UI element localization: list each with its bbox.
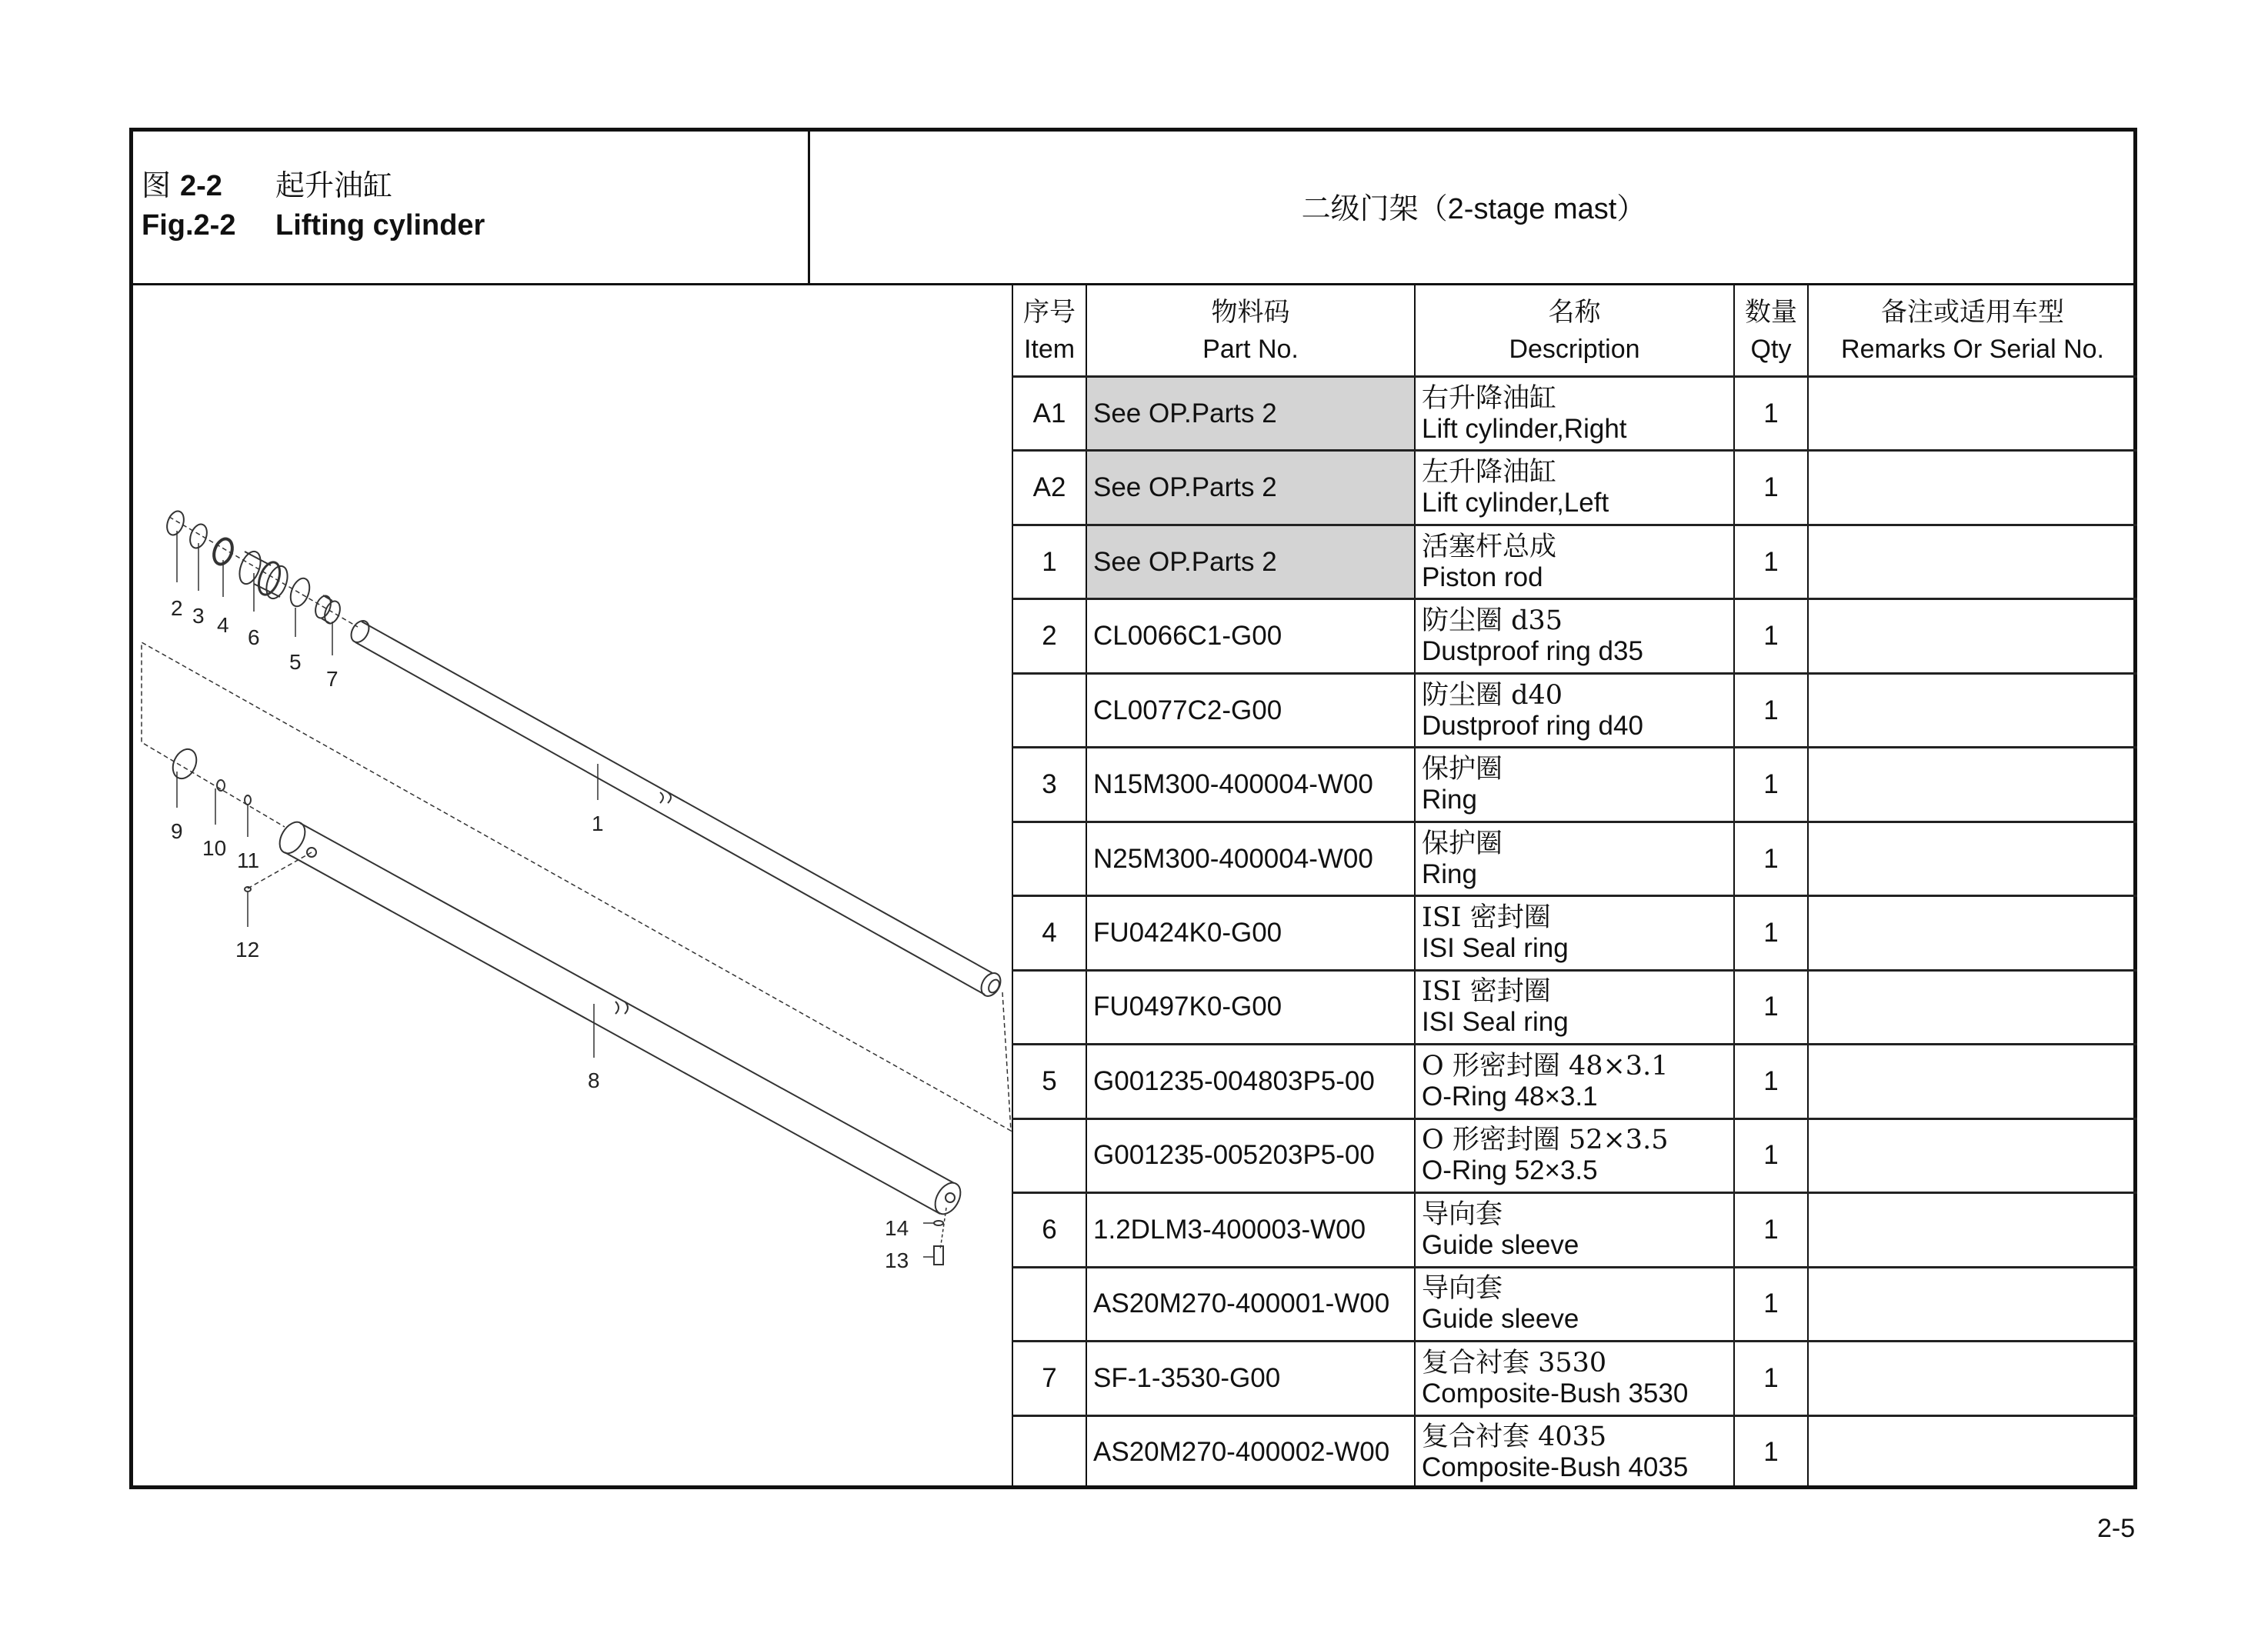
cell-qty: 1	[1763, 398, 1779, 428]
dustproof-ring-part-2	[164, 509, 187, 538]
cylinder-barrel-part-8	[275, 818, 966, 1218]
cell-qty: 1	[1763, 1437, 1779, 1468]
part-11	[245, 795, 251, 805]
callout-5: 5	[289, 650, 302, 674]
cell-item: A1	[1032, 398, 1066, 428]
column-header-cn: 数量	[1745, 296, 1797, 328]
column-header-en: Part No.	[1202, 334, 1299, 364]
cell-description	[1416, 1268, 1733, 1340]
description-cn: 防尘圈 d40	[1422, 679, 1563, 711]
cell-qty: 1	[1763, 1140, 1779, 1171]
description-en: Lift cylinder,Left	[1422, 488, 1609, 518]
part-10	[217, 780, 225, 791]
callout-12: 12	[235, 938, 260, 962]
description-en: Composite-Bush 3530	[1422, 1378, 1689, 1408]
cell-item: 1	[1042, 546, 1057, 577]
cell-remarks	[1809, 1120, 2136, 1192]
mast-title-cn: 二级门架	[1301, 192, 1419, 225]
cell-part-no: AS20M270-400001-W00	[1093, 1288, 1390, 1319]
cell-part-no: G001235-004803P5-00	[1093, 1065, 1375, 1096]
cell-description	[1416, 526, 1733, 598]
figure-title-en: Lifting cylinder	[275, 209, 485, 242]
column-header-en: Description	[1509, 334, 1640, 364]
description-en: Piston rod	[1422, 562, 1543, 592]
description-en: ISI Seal ring	[1422, 933, 1569, 964]
cell-qty: 1	[1763, 1214, 1779, 1245]
cell-remarks	[1809, 748, 2136, 820]
callout-13: 13	[885, 1248, 909, 1272]
callout-8: 8	[588, 1068, 600, 1092]
description-en: Dustproof ring d35	[1422, 636, 1643, 667]
description-en: ISI Seal ring	[1422, 1007, 1569, 1038]
description-en: Composite-Bush 4035	[1422, 1452, 1689, 1483]
cell-item	[1013, 1268, 1086, 1340]
cell-item	[1013, 1120, 1086, 1192]
cell-description	[1416, 452, 1733, 523]
cell-description	[1416, 972, 1733, 1043]
cell-description	[1416, 675, 1733, 746]
cell-description	[1416, 1120, 1733, 1192]
cell-part-no: FU0497K0-G00	[1093, 992, 1282, 1022]
cell-description	[1416, 823, 1733, 895]
cell-item	[1013, 675, 1086, 746]
description-cn: ISI 密封圈	[1422, 902, 1551, 934]
cell-qty: 1	[1763, 843, 1779, 874]
callout-7: 7	[326, 667, 339, 691]
description-cn: 复合衬套 4035	[1422, 1422, 1607, 1453]
cell-description	[1416, 600, 1733, 672]
description-en: Lift cylinder,Right	[1422, 413, 1627, 444]
description-cn: 防尘圈 d35	[1422, 605, 1563, 637]
column-header-en: Qty	[1750, 334, 1792, 364]
assembly-dashed-guide	[142, 642, 1011, 1131]
cell-item: 5	[1042, 1065, 1057, 1096]
cell-remarks	[1809, 823, 2136, 895]
callout-4: 4	[217, 613, 229, 637]
cell-item: 2	[1042, 621, 1057, 652]
cell-qty: 1	[1763, 546, 1779, 577]
description-en: Dustproof ring d40	[1422, 710, 1643, 741]
description-cn: 导向套	[1422, 1198, 1503, 1230]
description-cn: 活塞杆总成	[1422, 531, 1557, 562]
description-cn: 复合衬套 3530	[1422, 1347, 1607, 1378]
cell-qty: 1	[1763, 695, 1779, 725]
cell-remarks	[1809, 1194, 2136, 1265]
guide-sleeve-part-6	[235, 548, 292, 602]
cell-qty: 1	[1763, 621, 1779, 652]
cell-description	[1416, 1045, 1733, 1117]
description-en: Guide sleeve	[1422, 1229, 1579, 1260]
mast-title-en: （2-stage mast）	[1418, 193, 1646, 225]
description-cn: O 形密封圈 52×3.5	[1422, 1125, 1669, 1156]
cell-qty: 1	[1763, 1288, 1779, 1319]
washer-part-14	[934, 1221, 943, 1225]
cell-qty: 1	[1763, 769, 1779, 800]
callout-2: 2	[171, 596, 183, 620]
cell-description	[1416, 897, 1733, 968]
cell-description	[1416, 1417, 1733, 1488]
cell-qty: 1	[1763, 1065, 1779, 1096]
cell-remarks	[1809, 600, 2136, 672]
cell-remarks	[1809, 452, 2136, 523]
page-number: 2-5	[2097, 1514, 2136, 1543]
cell-item	[1013, 1417, 1086, 1488]
description-en: O-Ring 52×3.5	[1422, 1155, 1598, 1186]
column-header-desc	[1415, 285, 1734, 376]
cell-part-no: See OP.Parts 2	[1087, 452, 1414, 523]
column-header-cn: 备注或适用车型	[1881, 296, 2064, 328]
exploded-view-drawing	[0, 0, 1012, 1489]
cell-part-no: SF-1-3530-G00	[1093, 1362, 1281, 1393]
cell-part-no: FU0424K0-G00	[1093, 918, 1282, 948]
cell-part-no: N25M300-400004-W00	[1093, 843, 1373, 874]
description-en: Guide sleeve	[1422, 1304, 1579, 1335]
cell-remarks	[1809, 378, 2136, 449]
description-en: Ring	[1422, 858, 1477, 889]
cell-part-no: N15M300-400004-W00	[1093, 769, 1373, 800]
column-header-part	[1086, 285, 1415, 376]
figure-title-cn: 起升油缸	[275, 168, 393, 202]
cell-qty: 1	[1763, 918, 1779, 948]
fitting-part-13	[934, 1246, 943, 1265]
cell-part-no: AS20M270-400002-W00	[1093, 1437, 1390, 1468]
description-cn: 右升降油缸	[1422, 382, 1557, 414]
cell-description	[1416, 748, 1733, 820]
description-cn: O 形密封圈 48×3.1	[1422, 1050, 1669, 1082]
cell-description	[1416, 378, 1733, 449]
column-header-cn: 序号	[1023, 296, 1076, 328]
cell-description	[1416, 1194, 1733, 1265]
description-cn: 保护圈	[1422, 754, 1503, 785]
composite-bush-part-7	[312, 594, 342, 625]
cell-qty: 1	[1763, 992, 1779, 1022]
cell-remarks	[1809, 1045, 2136, 1117]
callout-14: 14	[885, 1216, 909, 1240]
column-header-item	[1012, 285, 1086, 376]
cell-remarks	[1809, 1417, 2136, 1488]
cell-remarks	[1809, 1342, 2136, 1414]
o-ring-part-5	[287, 575, 313, 608]
callout-11: 11	[237, 848, 260, 872]
column-header-cn: 名称	[1548, 296, 1601, 328]
cell-part-no: 1.2DLM3-400003-W00	[1093, 1214, 1366, 1245]
cell-remarks	[1809, 675, 2136, 746]
callout-9: 9	[171, 819, 183, 843]
description-cn: 导向套	[1422, 1273, 1503, 1305]
cell-item: A2	[1032, 472, 1066, 503]
cell-item	[1013, 972, 1086, 1043]
cell-part-no: CL0077C2-G00	[1093, 695, 1282, 725]
cell-part-no: See OP.Parts 2	[1087, 378, 1414, 449]
cell-part-no: G001235-005203P5-00	[1093, 1140, 1375, 1171]
cell-item: 3	[1042, 769, 1057, 800]
description-cn: 保护圈	[1422, 828, 1503, 859]
column-header-rem	[1808, 285, 2137, 376]
description-en: O-Ring 48×3.1	[1422, 1081, 1598, 1112]
column-header-en: Item	[1023, 334, 1076, 364]
description-cn: 左升降油缸	[1422, 457, 1557, 488]
cell-part-no: CL0066C1-G00	[1093, 621, 1282, 652]
figure-number: 2-2	[180, 170, 222, 202]
part-12	[245, 887, 251, 892]
part-9	[168, 745, 201, 782]
cell-remarks	[1809, 1268, 2136, 1340]
figure-cn-prefix: 图	[142, 168, 172, 202]
cell-qty: 1	[1763, 472, 1779, 503]
cell-remarks	[1809, 526, 2136, 598]
cell-item: 7	[1042, 1362, 1057, 1393]
description-cn: ISI 密封圈	[1422, 976, 1551, 1008]
cell-part-no: See OP.Parts 2	[1087, 526, 1414, 598]
cell-item	[1013, 823, 1086, 895]
column-header-qty	[1734, 285, 1808, 376]
figure-en-prefix: Fig.2-2	[142, 209, 236, 242]
callout-3: 3	[192, 604, 205, 628]
column-header-cn: 物料码	[1211, 296, 1290, 328]
cell-remarks	[1809, 972, 2136, 1043]
column-header-en: Remarks Or Serial No.	[1841, 334, 2104, 364]
cell-item: 6	[1042, 1214, 1057, 1245]
cell-description	[1416, 1342, 1733, 1414]
description-en: Ring	[1422, 785, 1477, 815]
callout-10: 10	[202, 836, 227, 860]
cell-qty: 1	[1763, 1362, 1779, 1393]
cell-remarks	[1809, 897, 2136, 968]
cell-item: 4	[1042, 918, 1057, 948]
callout-6: 6	[248, 625, 260, 649]
callout-1: 1	[592, 812, 604, 835]
